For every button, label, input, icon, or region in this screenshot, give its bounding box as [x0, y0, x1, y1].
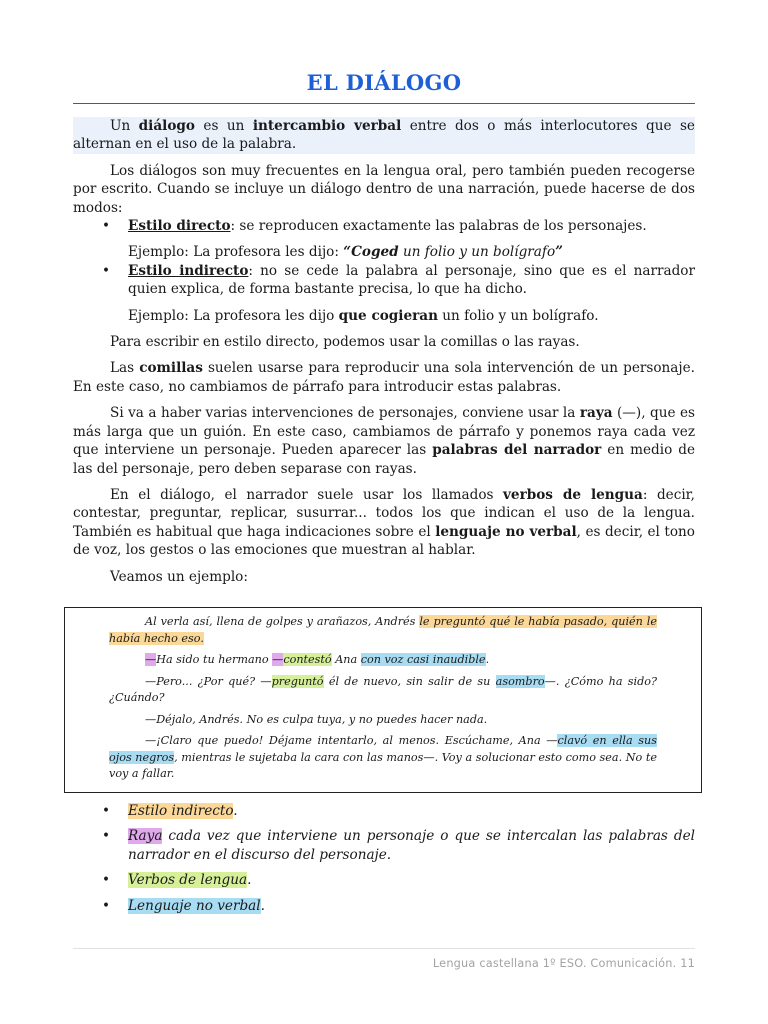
text: Al verla así, llena de golpes y arañazos, Andrés	[145, 615, 420, 628]
intro-paragraph: Los diálogos son muy frecuentes en la lengua oral, pero también pueden recogerse por escrito. Cuando se incluye un diálogo dentro de una narración, puede hacerse de dos modos:	[73, 162, 695, 216]
paragraph-raya	[73, 404, 695, 478]
list-item-estilo-indirecto	[73, 262, 695, 299]
text: —Pero... ¿Por qué? —	[145, 674, 272, 688]
text: .	[260, 897, 265, 914]
page-content	[73, 0, 695, 586]
dialogue-line-1	[109, 614, 657, 647]
quote-close: ”	[555, 244, 563, 261]
text: En el diálogo, el narrador suele usar los llamados	[110, 486, 504, 503]
term-comillas: comillas	[139, 360, 203, 377]
legend-item-estilo-indirecto	[73, 802, 695, 820]
quote-open: “	[343, 244, 352, 261]
bullet-icon: •	[102, 872, 111, 889]
highlight-legend	[73, 802, 695, 922]
text: —. ¿Cómo ha sido? ¿Cuándo?	[109, 674, 657, 704]
dialogue-line-3	[109, 674, 657, 707]
legend-swatch-blue: Lenguaje no verbal	[128, 897, 261, 914]
dialogue-line-5	[109, 733, 657, 783]
bullet-icon: •	[102, 803, 111, 819]
legend-swatch-orange: Estilo indirecto	[128, 803, 234, 819]
highlight-raya: —	[272, 653, 284, 666]
title-divider	[73, 103, 695, 104]
text: Un	[110, 118, 139, 134]
legend-item-raya	[73, 827, 695, 864]
term-intercambio-verbal: intercambio verbal	[252, 118, 402, 134]
term-estilo-indirecto: Estilo indirecto	[128, 262, 249, 279]
text: un folio y un bolígrafo	[398, 244, 556, 261]
paragraph-comillas	[73, 359, 695, 396]
legend-item-verbos-lengua	[73, 871, 695, 889]
example-bold-phrase: que cogieran	[338, 307, 438, 324]
highlight-verbo-lengua: preguntó	[271, 674, 324, 688]
text: Ejemplo: La profesora les dijo	[128, 307, 339, 324]
highlight-lenguaje-no-verbal: con voz casi inaudible	[360, 653, 486, 666]
definition-paragraph	[73, 117, 695, 154]
text: , es decir, el tono de voz, los gestos o las emociones que muestran al hablar.	[73, 523, 695, 559]
legend-swatch-purple: Raya	[128, 828, 163, 845]
example-bold-verb: Coged	[351, 244, 399, 261]
dialogue-line-2	[109, 652, 657, 669]
term-raya: raya	[579, 405, 613, 422]
legend-swatch-green: Verbos de lengua	[128, 872, 248, 889]
term-estilo-directo: Estilo directo	[128, 218, 231, 235]
text: suelen usarse para reproducir una sola intervención de un personaje. En este caso, no cambiamos de párrafo para introducir estas palabras.	[73, 360, 695, 395]
example-indirect	[73, 307, 695, 325]
text: Las	[110, 360, 140, 377]
term-lenguaje-no-verbal: lenguaje no verbal	[435, 523, 577, 540]
modes-list	[73, 217, 695, 235]
example-dialogue-box	[64, 607, 702, 793]
bullet-icon: •	[102, 262, 111, 279]
highlight-estilo-indirecto: le preguntó qué le había pasado, quién le había hecho eso.	[109, 615, 657, 645]
legend-item-lenguaje-no-verbal	[73, 897, 695, 915]
text: : no se cede la palabra al personaje, sino que es el narrador quien explica, de forma bastante precisa, lo que ha dicho.	[128, 262, 695, 298]
text: Si va a haber varias intervenciones de personajes, conviene usar la	[110, 405, 580, 422]
highlight-raya: —	[145, 653, 157, 666]
text: un folio y un bolígrafo.	[437, 307, 599, 324]
term-verbos-lengua: verbos de lengua	[503, 486, 643, 503]
paragraph-rayas: Para escribir en estilo directo, podemos usar la comillas o las rayas.	[110, 334, 580, 351]
text: : se reproducen exactamente las palabras de los personajes.	[230, 218, 647, 235]
footer-divider	[73, 948, 695, 949]
text: (—), que es más larga que un guión. En este caso, cambiamos de párrafo y ponemos raya cada vez que interviene un personaje. Pueden aparecer las	[73, 405, 695, 459]
text: .	[485, 653, 490, 666]
highlight-lenguaje-no-verbal: asombro	[495, 674, 545, 688]
text: Ana	[331, 653, 361, 666]
page-title: EL DIÁLOGO	[306, 70, 462, 95]
text: es un	[194, 118, 253, 134]
highlight-verbo-lengua: contestó	[283, 653, 332, 666]
text: : decir, contestar, preguntar, replicar, susurrar... todos los que indican el uso de la lengua. También es habitual que haga indicaciones sobre el	[73, 486, 695, 540]
list-item-estilo-directo	[73, 217, 695, 235]
modes-list-2	[73, 262, 695, 299]
text: él de nuevo, sin salir de su	[323, 674, 496, 688]
term-palabras-narrador: palabras del narrador	[432, 442, 602, 459]
bullet-icon: •	[102, 218, 111, 235]
bullet-icon: •	[102, 828, 111, 845]
highlight-lenguaje-no-verbal: clavó en ella sus ojos negros	[109, 734, 657, 764]
text: —¡Claro que puedo! Déjame intentarlo, al menos. Escúchame, Ana —	[145, 734, 558, 747]
dialogue-line-4: —Déjalo, Andrés. No es culpa tuya, y no puedes hacer nada.	[145, 712, 488, 726]
page-footer: Lengua castellana 1º ESO. Comunicación. 11	[432, 957, 695, 970]
text: .	[247, 872, 252, 889]
text: , mientras le sujetaba la cara con las manos—. Voy a solucionar esto como sea. No te voy a fallar.	[109, 750, 657, 780]
text: en medio de las del personaje, pero deben separase con rayas.	[73, 442, 695, 477]
text: cada vez que interviene un personaje o que se intercalan las palabras del narrador en el discurso del personaje.	[128, 828, 695, 863]
example-direct	[73, 243, 695, 261]
text: Ha sido tu hermano	[156, 653, 273, 666]
text: .	[233, 803, 238, 819]
paragraph-verbos-lengua	[73, 486, 695, 560]
bullet-icon: •	[102, 897, 111, 914]
paragraph-veamos: Veamos un ejemplo:	[110, 568, 248, 585]
text: Ejemplo: La profesora les dijo:	[128, 244, 344, 261]
text: entre dos o más interlocutores que se alternan en el uso de la palabra.	[73, 118, 695, 153]
term-dialogo: diálogo	[138, 118, 195, 134]
